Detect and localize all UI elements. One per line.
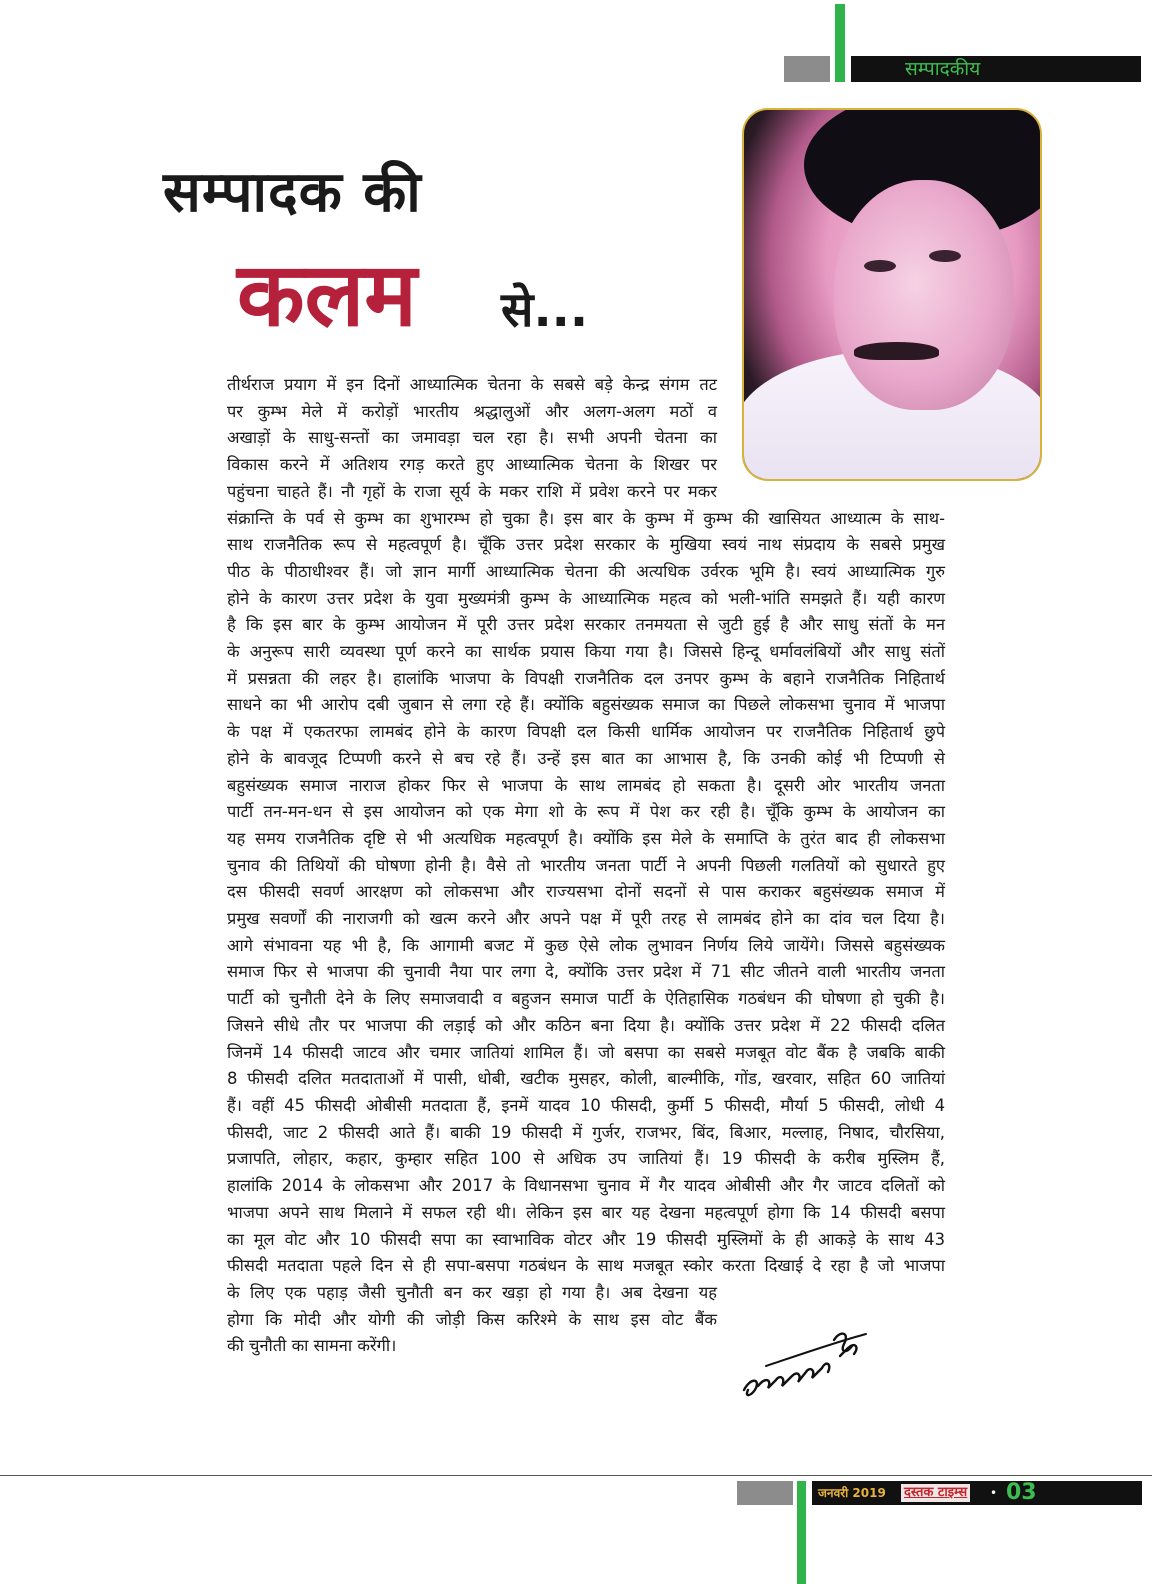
magazine-logo: दस्तक टाइम्स: [901, 1484, 970, 1502]
body-line: के अनुरूप सारी व्यवस्था पूर्ण करने का सार्थक प्रयास किया गया है। जिससे हिन्दू धर्मावलंबियों और साधु संतों: [227, 642, 945, 662]
title-kalam: कलम: [237, 243, 417, 346]
body-line: आगे संभावना यह भी है, कि आगामी बजट में कुछ ऐसे लोक लुभावन निर्णय लिये जायेंगे। जिससे बहुसंख्यक: [227, 935, 945, 955]
photo-eye-left: [864, 260, 896, 272]
body-line: फीसदी, जाट 2 फीसदी आते हैं। बाकी 19 फीसदी में गुर्जर, राजभर, बिंद, बिआर, मल्लाह, निषाद, चौरसिया,: [227, 1122, 945, 1142]
body-line: पर कुम्भ मेले में करोड़ों भारतीय श्रद्धालुओं और अलग-अलग मठों व: [227, 401, 717, 421]
body-line: अखाड़ों के साधु-सन्तों का जमावड़ा चल रहा है। सभी अपनी चेतना का: [227, 428, 717, 448]
photo-eye-right: [929, 250, 961, 262]
body-line: प्रजापति, लोहार, कहार, कुम्हार सहित 100 से अधिक उप जातियां हैं। 19 फीसदी के करीब मुस्लिम हैं,: [227, 1149, 945, 1169]
body-line: साधने का भी आरोप दबी जुबान से लगा रहे हैं। क्योंकि बहुसंख्यक समाज का पिछले लोकसभा चुनाव में भाजपा: [227, 695, 945, 715]
body-line: तीर्थराज प्रयाग में इन दिनों आध्यात्मिक चेतना के सबसे बड़े केन्द्र संगम तट: [227, 375, 717, 394]
section-label: सम्पादकीय: [905, 58, 981, 80]
body-line: के पक्ष में एकतरफा लामबंद होने के कारण विपक्षी दल किसी धार्मिक आयोजन पर राजनैतिक निहितार्थ छुपे: [227, 722, 945, 742]
body-line: भाजपा अपने साथ मिलाने में सफल रही थी। लेकिन इस बार यह देखना महत्वपूर्ण होगा कि 14 फीसदी बसपा: [227, 1202, 945, 1222]
title-se: से...: [501, 282, 589, 338]
footer-date: जनवरी 2019: [818, 1486, 886, 1500]
section-header-bar: [851, 56, 1141, 82]
body-line: जिनमें 14 फीसदी जाटव और चमार जातियां शामिल हैं। जो बसपा का सबसे मजबूत वोट बैंक है जबकि बाकी: [227, 1042, 945, 1062]
body-line: की चुनौती का सामना करेंगी।: [227, 1336, 397, 1356]
footer-gray-block: [737, 1481, 793, 1505]
body-line: हैं। वहीं 45 फीसदी ओबीसी मतदाता हैं, इनमें यादव 10 फीसदी, कुर्मी 5 फीसदी, मौर्या 5 फीसदी, लोधी 4: [227, 1095, 945, 1115]
body-line: है कि इस बार के कुम्भ आयोजन में पूरी उत्तर प्रदेश सरकार तनमयता से जुटी हुई है और साधु संतों के मन: [227, 615, 945, 635]
body-line: होने के कारण उत्तर प्रदेश के युवा मुख्यमंत्री कुम्भ के आध्यात्मिक महत्व को भली-भांति समझते हैं। यही कारण: [227, 588, 945, 608]
footer-rule: [0, 1475, 1152, 1476]
body-line: में प्रसन्नता की लहर है। हालांकि भाजपा के विपक्षी राजनैतिक दल उनपर कुम्भ के बहाने राजनैतिक निहितार्थ: [227, 668, 945, 688]
body-line: जिसने सीधे तौर पर भाजपा की लड़ाई को और कठिन बना दिया है। क्योंकि उत्तर प्रदेश में 22 फीसदी दलित: [227, 1015, 945, 1035]
photo-moustache: [854, 342, 939, 360]
body-line: पार्टी को चुनौती देने के लिए समाजवादी व बहुजन समाज पार्टी के ऐतिहासिक गठबंधन की घोषणा हो चुकी है।: [227, 989, 945, 1009]
page-number: 03: [1006, 1480, 1037, 1505]
header-gray-block: [784, 56, 830, 82]
body-line: पार्टी तन-मन-धन से इस आयोजन को एक मेगा शो के रूप में पेश कर रही है। चूँकि कुम्भ के आयोजन का: [227, 802, 945, 822]
body-line: विकास करने में अतिशय रगड़ करते हुए आध्यात्मिक चेतना के शिखर पर: [227, 455, 717, 475]
body-line: फीसदी मतदाता पहले दिन से ही सपा-बसपा गठबंधन के साथ मजबूत स्कोर करता दिखाई दे रहा है जो भाजपा: [227, 1256, 945, 1276]
body-line: बहुसंख्यक समाज नाराज होकर फिर से भाजपा के साथ लामबंद हो सकता है। दूसरी ओर भारतीय जनता: [227, 775, 945, 795]
body-line: 8 फीसदी दलित मतदाताओं में पासी, धोबी, खटीक मुसहर, कोली, बाल्मीकि, गोंड, खरवार, सहित 60 जातियां: [227, 1069, 945, 1089]
body-line: पहुंचना चाहते हैं। नौ गृहों के राजा सूर्य के मकर राशि में प्रवेश करने पर मकर: [227, 481, 717, 501]
body-line: हालांकि 2014 के लोकसभा और 2017 के विधानसभा चुनाव में गैर यादव ओबीसी और गैर जाटव दलितों को: [227, 1176, 945, 1196]
footer-bullet: •: [990, 1486, 998, 1500]
body-line: दस फीसदी सवर्ण आरक्षण को लोकसभा और राज्यसभा दोनों सदनों से पास कराकर बहुसंख्यक समाज में: [227, 882, 945, 902]
body-line: के लिए एक पहाड़ जैसी चुनौती बन कर खड़ा हो गया है। अब देखना यह: [227, 1282, 717, 1302]
title-line-1: सम्पादक की: [163, 160, 422, 225]
editorial-body: [227, 372, 945, 1360]
body-line: साथ राजनैतिक रूप से महत्वपूर्ण है। चूँकि उत्तर प्रदेश सरकार के मुखिया स्वयं नाथ संप्रदाय के सबसे प्रमुख: [227, 535, 945, 555]
body-line: का मूल वोट और 10 फीसदी सपा का स्वाभाविक वोटर और 19 फीसदी मुस्लिमों के ही आकड़े के साथ 43: [227, 1229, 945, 1249]
body-line: संक्रान्ति के पर्व से कुम्भ का शुभारम्भ हो चुका है। इस बार के कुम्भ में कुम्भ की खासियत आध्यात्म के साथ-: [227, 508, 945, 528]
footer-green-bar: [797, 1481, 806, 1584]
body-line: समाज फिर से भाजपा की चुनावी नैया पार लगा दे, क्योंकि उत्तर प्रदेश में 71 सीट जीतने वाली भारतीय जनता: [227, 962, 945, 982]
body-line: पीठ के पीठाधीश्वर हैं। जो ज्ञान मार्गी आध्यात्मिक चेतना की अत्यधिक उर्वरक भूमि है। स्वयं आध्यात्मिक गुरु: [227, 561, 945, 581]
body-line: होने के बावजूद टिप्पणी करने से बच रहे हैं। उन्हें इस बात का आभास है, कि उनकी कोई भी टिप्पणी से: [227, 748, 945, 768]
body-line: प्रमुख सवर्णों की नाराजगी को खत्म करने और अपने पक्ष में पूरी तरह से लामबंद होने का दांव चल दिया है।: [227, 909, 945, 929]
body-line: यह समय राजनैतिक दृष्टि से भी अत्यधिक महत्वपूर्ण है। क्योंकि इस मेले के समाप्ति के तुरंत बाद ही लोकसभा: [227, 828, 945, 848]
body-line: होगा कि मोदी और योगी की जोड़ी किस करिश्मे के साथ इस वोट बैंक: [227, 1309, 717, 1329]
body-line: चुनाव की तिथियों की घोषणा होनी है। वैसे तो भारतीय जनता पार्टी ने अपनी पिछली गलतियों को सुधारते हुए: [227, 855, 945, 875]
editor-signature: [736, 1320, 876, 1410]
header-green-bar: [835, 4, 845, 82]
